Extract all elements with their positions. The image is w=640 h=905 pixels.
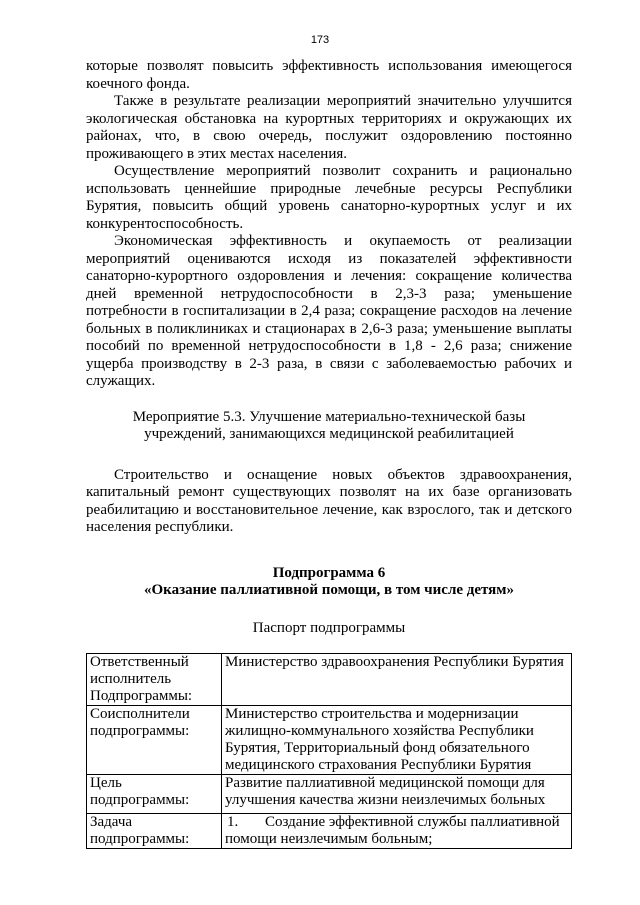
item-text: Создание эффективной службы паллиативной помощи неизлечимым больным; bbox=[225, 814, 560, 847]
subprogram-title: Подпрограмма 6 bbox=[272, 564, 386, 581]
table-row bbox=[87, 814, 572, 849]
table-row bbox=[87, 706, 572, 775]
table-row bbox=[87, 775, 572, 814]
paragraph: Осуществление мероприятий позволит сохранить и рационально использовать ценнейшие природные лечебные ресурсы Республики Бурятия, повысить общий уровень санаторно-курортных услуг и их конкурентоспособность. bbox=[86, 163, 572, 232]
paragraph: которые позволят повысить эффективность использования имеющегося коечного фонда. bbox=[86, 58, 572, 92]
passport-table bbox=[86, 653, 572, 849]
passport-title: Паспорт подпрограммы bbox=[252, 619, 406, 636]
item-number: 1. bbox=[227, 814, 239, 830]
row-label: Ответственный исполнитель Подпрограммы: bbox=[87, 654, 222, 706]
row-label: Цель подпрограммы: bbox=[87, 775, 222, 814]
row-value: Министерство строительства и модернизации жилищно-коммунального хозяйства Республики Бурятия, Территориальный фонд обязательного медицинского страхования Республики Бурятия bbox=[222, 706, 572, 775]
paragraph: Также в результате реализации мероприятий значительно улучшится экологическая обстановка на курортных территориях и окружающих их районах, что, в свою очередь, послужит оздоровлению постоянно проживающего в этих местах населения. bbox=[86, 93, 572, 162]
measure-paragraph: Строительство и оснащение новых объектов здравоохранения, капитальный ремонт существующих позволят на их базе организовать реабилитацию и восстановительное лечение, как взрослого, так и детского населения республики. bbox=[86, 466, 572, 535]
subprogram-name: «Оказание паллиативной помощи, в том числе детям» bbox=[143, 582, 515, 598]
measure-heading-line1: Мероприятие 5.3. Улучшение материально-технической базы bbox=[132, 408, 526, 425]
page-number: 173 bbox=[310, 34, 330, 46]
paragraph: Экономическая эффективность и окупаемость от реализации мероприятий оцениваются исходя из показателей эффективности санаторно-курортного оздоровления и лечения: сокращение количества дней временной нетрудоспособности в 2,3-3 раза; уменьшение потребности в госпитализации в 2,4 раза; сокращение расходов на лечение больных в поликлиниках и стационарах в 2,6-3 раза; уменьшение выплаты пособий по временной нетрудоспособности в 1,8 - 2,6 раза; снижение ущерба производству в 2-3 раза, в связи с заболеваемостью рабочих и служащих. bbox=[86, 233, 572, 389]
row-value: Министерство здравоохранения Республики Бурятия bbox=[222, 654, 572, 706]
row-label: Задача подпрограммы: bbox=[87, 814, 222, 849]
table-row bbox=[87, 654, 572, 706]
page-content bbox=[86, 58, 572, 849]
row-value: Развитие паллиативной медицинской помощи для улучшения качества жизни неизлечимых больных bbox=[222, 775, 572, 814]
measure-heading-line2: учреждений, занимающихся медицинской реабилитацией bbox=[144, 426, 514, 442]
row-value bbox=[222, 814, 572, 849]
measure-heading bbox=[86, 409, 572, 444]
row-label: Соисполнители подпрограммы: bbox=[87, 706, 222, 775]
